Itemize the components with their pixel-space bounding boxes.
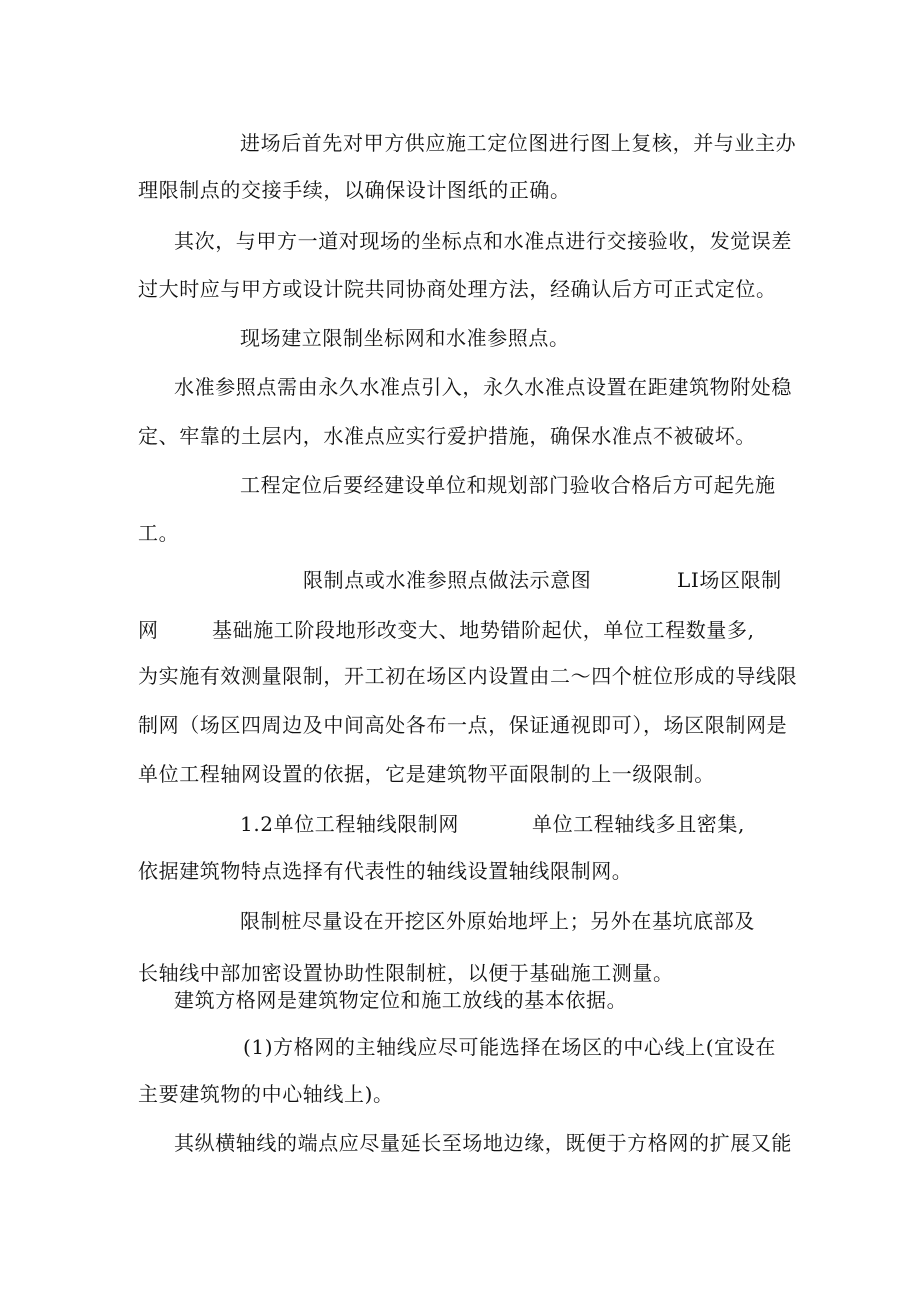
figure-caption: 限制点或水准参照点做法示意图 <box>303 568 592 592</box>
paragraph-line: 基础施工阶段地形改变大、地势错阶起伏，单位工程数量多, <box>212 618 755 642</box>
paragraph-line: 现场建立限制坐标网和水准参照点。 <box>240 326 570 350</box>
paragraph-line: 为实施有效测量限制，开工初在场区内设置由二～四个桩位形成的导线限 <box>138 664 798 688</box>
section-heading: 1.2单位工程轴线限制网 <box>240 812 460 836</box>
paragraph-line: 理限制点的交接手续，以确保设计图纸的正确。 <box>138 178 571 202</box>
paragraph-line: 单位工程轴网设置的依据，它是建筑物平面限制的上一级限制。 <box>138 762 715 786</box>
paragraph-line: 长轴线中部加密设置协助性限制桩，以便于基础施工测量。 <box>138 961 674 985</box>
paragraph-line: 制网（场区四周边及中间高处各布一点，保证通视即可），场区限制网是 <box>138 713 788 737</box>
list-item: (1)方格网的主轴线应尽可能选择在场区的中心线上(宜设在 <box>243 1035 776 1059</box>
paragraph-line: 过大时应与甲方或设计院共同协商处理方法，经确认后方可正式定位。 <box>138 277 777 301</box>
section-heading: 网 <box>138 618 159 642</box>
paragraph-line: 定、牢靠的土层内，水准点应实行爱护措施，确保水准点不被破坏。 <box>138 424 756 448</box>
paragraph-line: 其次，与甲方一道对现场的坐标点和水准点进行交接验收，发觉误差 <box>174 229 792 253</box>
paragraph-line: 依据建筑物特点选择有代表性的轴线设置轴线限制网。 <box>138 859 633 883</box>
paragraph-line: 单位工程轴线多且密集, <box>532 812 745 836</box>
list-item: 主要建筑物的中心轴线上)。 <box>138 1082 394 1106</box>
paragraph-line: 其纵横轴线的端点应尽量延长至场地边缘，既便于方格网的扩展又能 <box>174 1131 792 1155</box>
paragraph-line: 进场后首先对甲方供应施工定位图进行图上复核，并与业主办 <box>240 131 797 155</box>
paragraph-line: 限制桩尽量设在开挖区外原始地坪上；另外在基坑底部及 <box>240 909 755 933</box>
paragraph-line: 工程定位后要经建设单位和规划部门验收合格后方可起先施 <box>240 473 776 497</box>
section-heading: LI场区限制 <box>677 568 782 592</box>
paragraph-line: 水准参照点需由永久水准点引入，永久水准点设置在距建筑物附处稳 <box>174 375 792 399</box>
paragraph-line: 工。 <box>138 521 180 545</box>
paragraph-line: 建筑方格网是建筑物定位和施工放线的基本依据。 <box>174 988 628 1012</box>
